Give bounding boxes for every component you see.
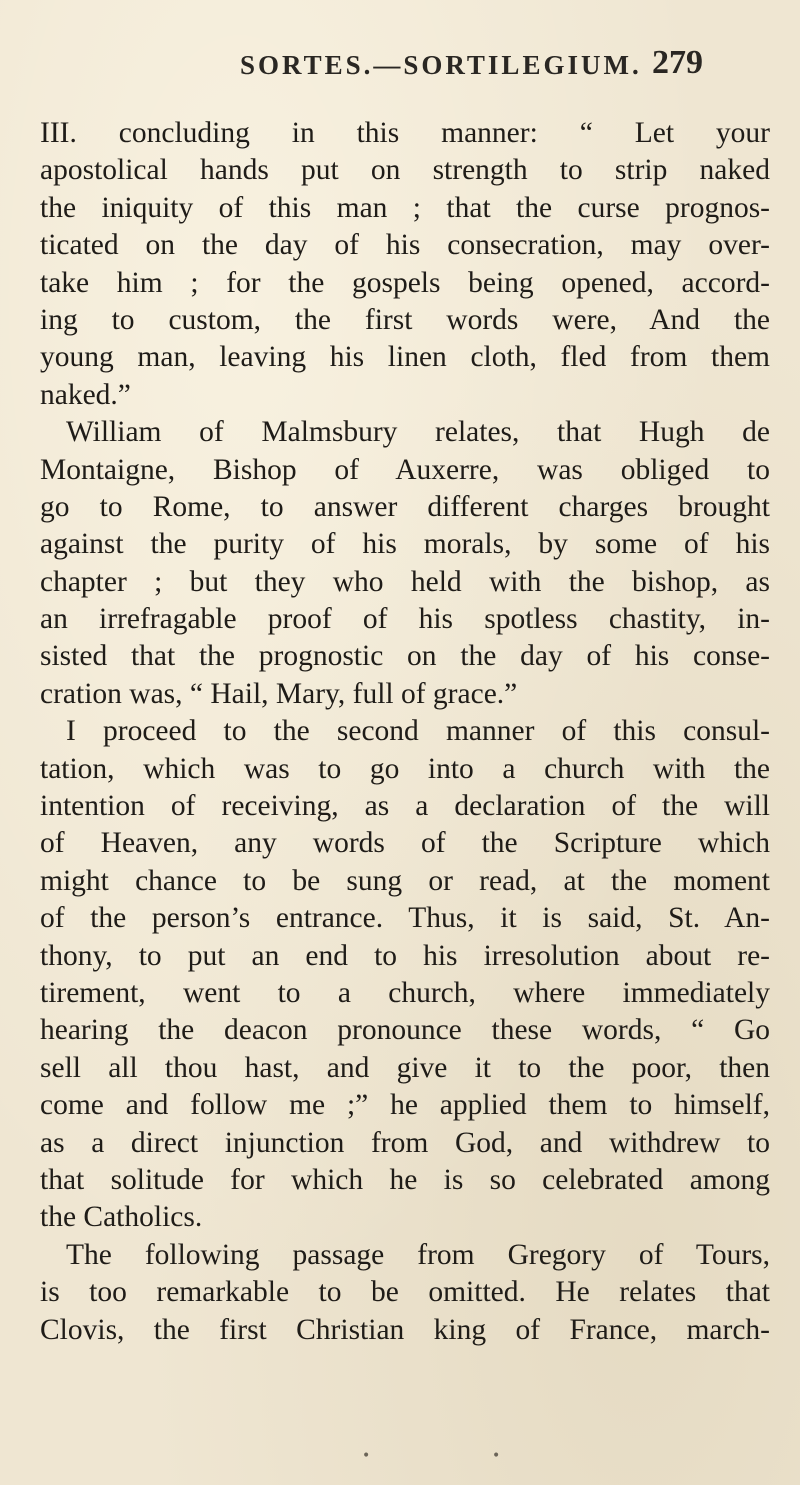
text-line: the Catholics. xyxy=(40,1201,203,1234)
text-line: intention of receiving, as a declaration of the will xyxy=(40,790,770,823)
page-number: 279 xyxy=(652,44,703,81)
text-line: ticated on the day of his consecration, may over- xyxy=(40,229,770,262)
text-line: Montaigne, Bishop of Auxerre, was obliged to xyxy=(40,453,770,486)
text-line: is too remarkable to be omitted. He relates that xyxy=(40,1276,770,1309)
text-line: III. concluding in this manner: “ Let your xyxy=(40,117,770,149)
text-line: thony, to put an end to his irresolution about re- xyxy=(40,939,770,972)
text-line: go to Rome, to answer different charges brought xyxy=(40,490,770,523)
text-line: William of Malmsbury relates, that Hugh de xyxy=(66,416,770,449)
text-line: I proceed to the second manner of this consul- xyxy=(66,715,770,748)
text-line: the iniquity of this man ; that the curse prognos- xyxy=(40,191,770,224)
text-line: ing to custom, the first words were, And the xyxy=(40,303,770,336)
speck-mark-icon: • xyxy=(492,1448,501,1464)
text-line: an irrefragable proof of his spotless chastity, in- xyxy=(40,603,770,636)
text-line: The following passage from Gregory of Tours, xyxy=(66,1238,770,1271)
text-line: might chance to be sung or read, at the moment xyxy=(40,864,770,897)
text-line: young man, leaving his linen cloth, fled from them xyxy=(40,341,770,374)
text-line: of the person’s entrance. Thus, it is said, St. An- xyxy=(40,902,770,935)
body-text xyxy=(40,115,770,1349)
text-line: tirement, went to a church, where immediately xyxy=(40,976,770,1009)
text-line: hearing the deacon pronounce these words, “ Go xyxy=(40,1014,770,1047)
text-line: take him ; for the gospels being opened, accord- xyxy=(40,266,770,299)
speck-mark-icon: • xyxy=(362,1448,371,1464)
page-speckles xyxy=(0,1448,800,1468)
text-line: Clovis, the first Christian king of France, march- xyxy=(40,1313,770,1346)
text-line: that solitude for which he is so celebrated among xyxy=(40,1163,770,1196)
text-line: sell all thou hast, and give it to the poor, then xyxy=(40,1051,770,1084)
text-line: tation, which was to go into a church with the xyxy=(40,752,770,785)
text-line: as a direct injunction from God, and withdrew to xyxy=(40,1126,770,1159)
text-line: against the purity of his morals, by some of his xyxy=(40,528,770,561)
text-line: naked.” xyxy=(40,378,131,411)
text-line: chapter ; but they who held with the bishop, as xyxy=(40,565,770,598)
text-line: come and follow me ;” he applied them to himself, xyxy=(40,1089,770,1122)
text-line: apostolical hands put on strength to strip naked xyxy=(40,154,770,187)
running-head: SORTES.—SORTILEGIUM. xyxy=(240,50,642,80)
text-line: sisted that the prognostic on the day of his conse- xyxy=(40,640,770,673)
text-line: of Heaven, any words of the Scripture which xyxy=(40,827,770,860)
text-line: cration was, “ Hail, Mary, full of grace.” xyxy=(40,677,518,710)
